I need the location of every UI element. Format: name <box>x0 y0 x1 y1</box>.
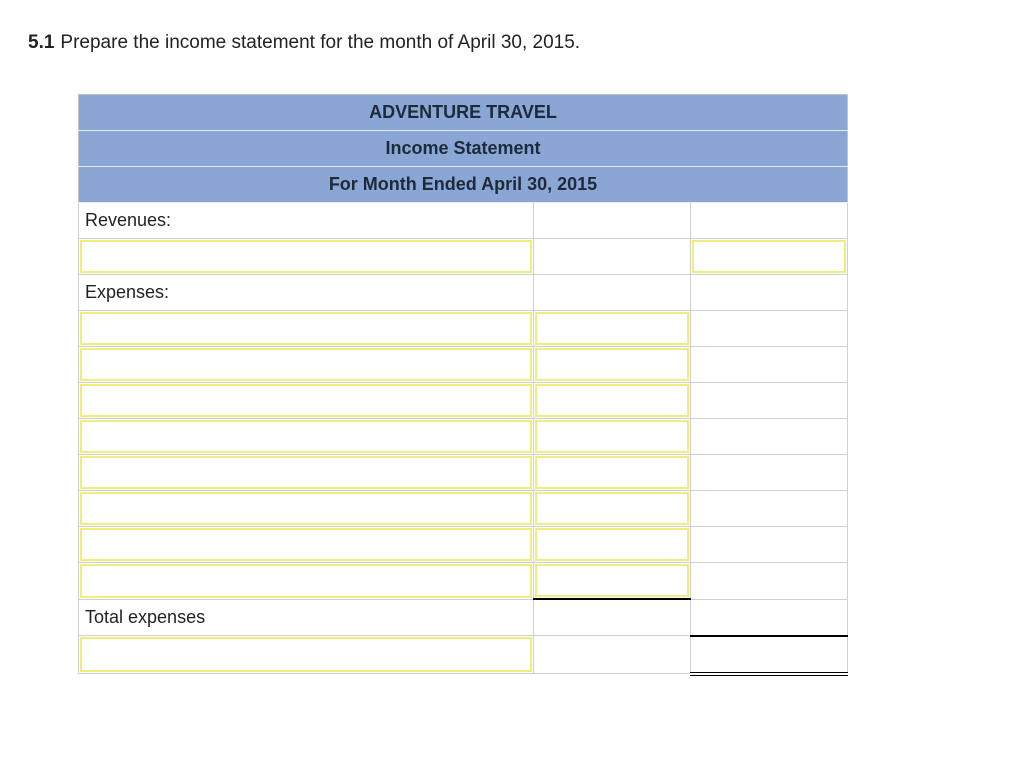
empty-cell <box>691 419 848 455</box>
expense-amount-cell <box>534 527 691 563</box>
question-text: Prepare the income statement for the month of April 30, 2015. <box>60 32 581 53</box>
expenses-label: Expenses: <box>79 275 534 311</box>
expense-amount-cell <box>534 419 691 455</box>
expense-amount-cell <box>534 383 691 419</box>
empty-cell <box>534 275 691 311</box>
empty-cell <box>534 239 691 275</box>
header-row-period <box>79 167 848 203</box>
question-number: 5.1 <box>28 32 55 53</box>
expense-account-input-3[interactable] <box>82 386 530 415</box>
expense-account-input-7[interactable] <box>82 530 530 559</box>
expense-account-cell <box>79 455 534 491</box>
company-name: ADVENTURE TRAVEL <box>79 95 848 131</box>
empty-cell <box>691 383 848 419</box>
expense-account-cell <box>79 419 534 455</box>
expense-account-input-4[interactable] <box>82 422 530 451</box>
expense-account-cell <box>79 563 534 600</box>
empty-cell <box>691 527 848 563</box>
expense-account-cell <box>79 347 534 383</box>
revenue-amount-input[interactable] <box>694 242 844 271</box>
expense-amount-input-7[interactable] <box>537 530 687 559</box>
empty-cell <box>691 491 848 527</box>
expense-amount-input-1[interactable] <box>537 314 687 343</box>
net-income-label-cell <box>79 636 534 674</box>
statement-title: Income Statement <box>79 131 848 167</box>
expense-amount-input-3[interactable] <box>537 386 687 415</box>
empty-cell <box>534 636 691 674</box>
net-income-label-input[interactable] <box>82 639 530 670</box>
empty-cell <box>534 599 691 636</box>
expense-entry-row <box>79 311 848 347</box>
header-row-title <box>79 131 848 167</box>
expense-account-input-1[interactable] <box>82 314 530 343</box>
expense-account-cell <box>79 527 534 563</box>
empty-cell <box>534 203 691 239</box>
empty-cell <box>691 347 848 383</box>
revenue-account-input[interactable] <box>82 242 530 271</box>
empty-cell <box>691 563 848 600</box>
net-income-row <box>79 636 848 674</box>
expense-entry-row <box>79 383 848 419</box>
expense-account-input-5[interactable] <box>82 458 530 487</box>
expense-entry-row <box>79 563 848 600</box>
total-expenses-amount-cell <box>691 599 848 636</box>
expense-amount-input-4[interactable] <box>537 422 687 451</box>
expense-account-input-8[interactable] <box>82 566 530 596</box>
empty-cell <box>691 275 848 311</box>
expenses-label-row <box>79 275 848 311</box>
question-prompt <box>28 31 580 55</box>
expense-entry-row <box>79 419 848 455</box>
expense-amount-cell <box>534 455 691 491</box>
expense-amount-cell <box>534 311 691 347</box>
expense-amount-cell <box>534 563 691 600</box>
expense-amount-input-8[interactable] <box>537 566 687 595</box>
expense-amount-input-2[interactable] <box>537 350 687 379</box>
expense-entry-row <box>79 347 848 383</box>
income-statement-table <box>78 94 848 676</box>
expense-amount-input-5[interactable] <box>537 458 687 487</box>
expense-amount-cell <box>534 347 691 383</box>
revenues-label: Revenues: <box>79 203 534 239</box>
net-income-amount-cell <box>691 636 848 674</box>
revenues-label-row <box>79 203 848 239</box>
statement-period: For Month Ended April 30, 2015 <box>79 167 848 203</box>
expense-entry-row <box>79 455 848 491</box>
expense-amount-cell <box>534 491 691 527</box>
expense-entry-row <box>79 491 848 527</box>
expense-entry-row <box>79 527 848 563</box>
expense-account-cell <box>79 491 534 527</box>
expense-account-input-2[interactable] <box>82 350 530 379</box>
revenue-account-cell <box>79 239 534 275</box>
expense-amount-input-6[interactable] <box>537 494 687 523</box>
revenue-amount-cell <box>691 239 848 275</box>
total-expenses-row <box>79 599 848 636</box>
total-expenses-label: Total expenses <box>79 599 534 636</box>
revenue-entry-row <box>79 239 848 275</box>
expense-account-cell <box>79 383 534 419</box>
header-row-company <box>79 95 848 131</box>
empty-cell <box>691 311 848 347</box>
expense-account-cell <box>79 311 534 347</box>
empty-cell <box>691 203 848 239</box>
expense-account-input-6[interactable] <box>82 494 530 523</box>
empty-cell <box>691 455 848 491</box>
